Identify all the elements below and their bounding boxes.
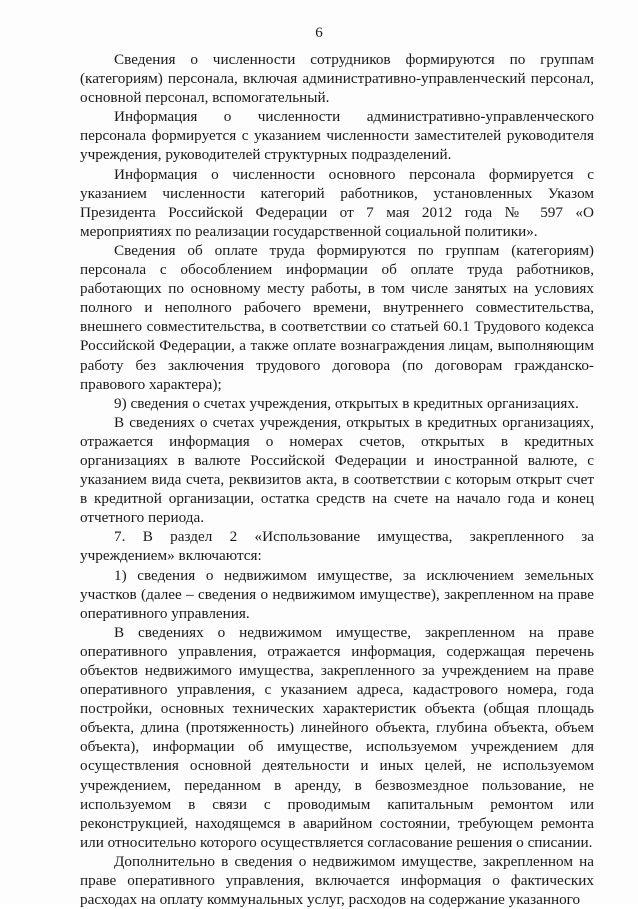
paragraph-staff-groups: Сведения о численности сотрудников формируются по группам (категориям) персонала, включая административно-управленческий персонал, основной персонал, вспомогательный. [80, 51, 594, 107]
paragraph-additional-info: Дополнительно в сведения о недвижимом имуществе, закрепленном на праве оперативного управления, включается информация о фактических расходах на оплату коммунальных услуг, расходов на содержание указанного [80, 852, 594, 909]
paragraph-real-estate: В сведениях о недвижимом имуществе, закрепленном на праве оперативного управления, отражается информация, содержащая перечень объектов недвижимого имущества, закрепленного за учреждением на праве оперативного управления, с указанием адреса, кадастрового номера, года постройки, основных технических характеристик объекта (общая площадь объекта, длина (протяженность) линейного объекта, глубина объекта, объем объекта), информации об имуществе, используемом учреждением для осуществления основной деятельности и иных целей, не используемом учреждением, переданном в аренду, в безвозмездное пользование, не используемом в связи с проводимым капитальным ремонтом или реконструкцией, находящемся в аварийном состоянии, требующем ремонта или относительно которого осуществляется согласование решения о списании. [80, 623, 594, 851]
paragraph-admin-staff: Информация о численности административно-управленческого персонала формируется с указанием численности заместителей руководителя учреждения, руководителей структурных подразделений. [80, 108, 594, 164]
document-body [80, 50, 594, 909]
paragraph-bank-accounts: В сведениях о счетах учреждения, открытых в кредитных организациях, отражается информация о номерах счетов, открытых в кредитных организациях в валюте Российской Федерации и иностранной валюте, с указанием вида счета, реквизитов акта, в соответствии с которым открыт счет в кредитной организации, остатка средств на счете на начало года и конец отчетного периода. [80, 413, 594, 527]
paragraph-item-9: 9) сведения о счетах учреждения, открытых в кредитных организациях. [114, 394, 579, 412]
paragraph-section-2-heading: 7. В раздел 2 «Использование имущества, закрепленного за учреждением» включаются: [80, 528, 594, 565]
paragraph-item-1: 1) сведения о недвижимом имуществе, за исключением земельных участков (далее – сведения о недвижимом имуществе), закрепленном на праве оперативного управления. [80, 566, 594, 622]
paragraph-payroll: Сведения об оплате труда формируются по группам (категориям) персонала с обособлением информации об оплате труда работников, работающих по основному месту работы, в том числе занятых на условиях полного и неполного рабочего времени, внутреннего совместительства, внешнего совместительства, в соответствии со статьей 60.1 Трудового кодекса Российской Федерации, а также оплате вознаграждения лицам, выполняющим работу без заключения трудового договора (по договорам гражданско-правового характера); [80, 241, 594, 393]
paragraph-main-staff: Информация о численности основного персонала формируется с указанием численности категорий работников, установленных Указом Президента Российской Федерации от 7 мая 2012 года № 597 «О мероприятиях по реализации государственной социальной политики». [80, 165, 594, 240]
page-number: 6 [315, 25, 323, 41]
